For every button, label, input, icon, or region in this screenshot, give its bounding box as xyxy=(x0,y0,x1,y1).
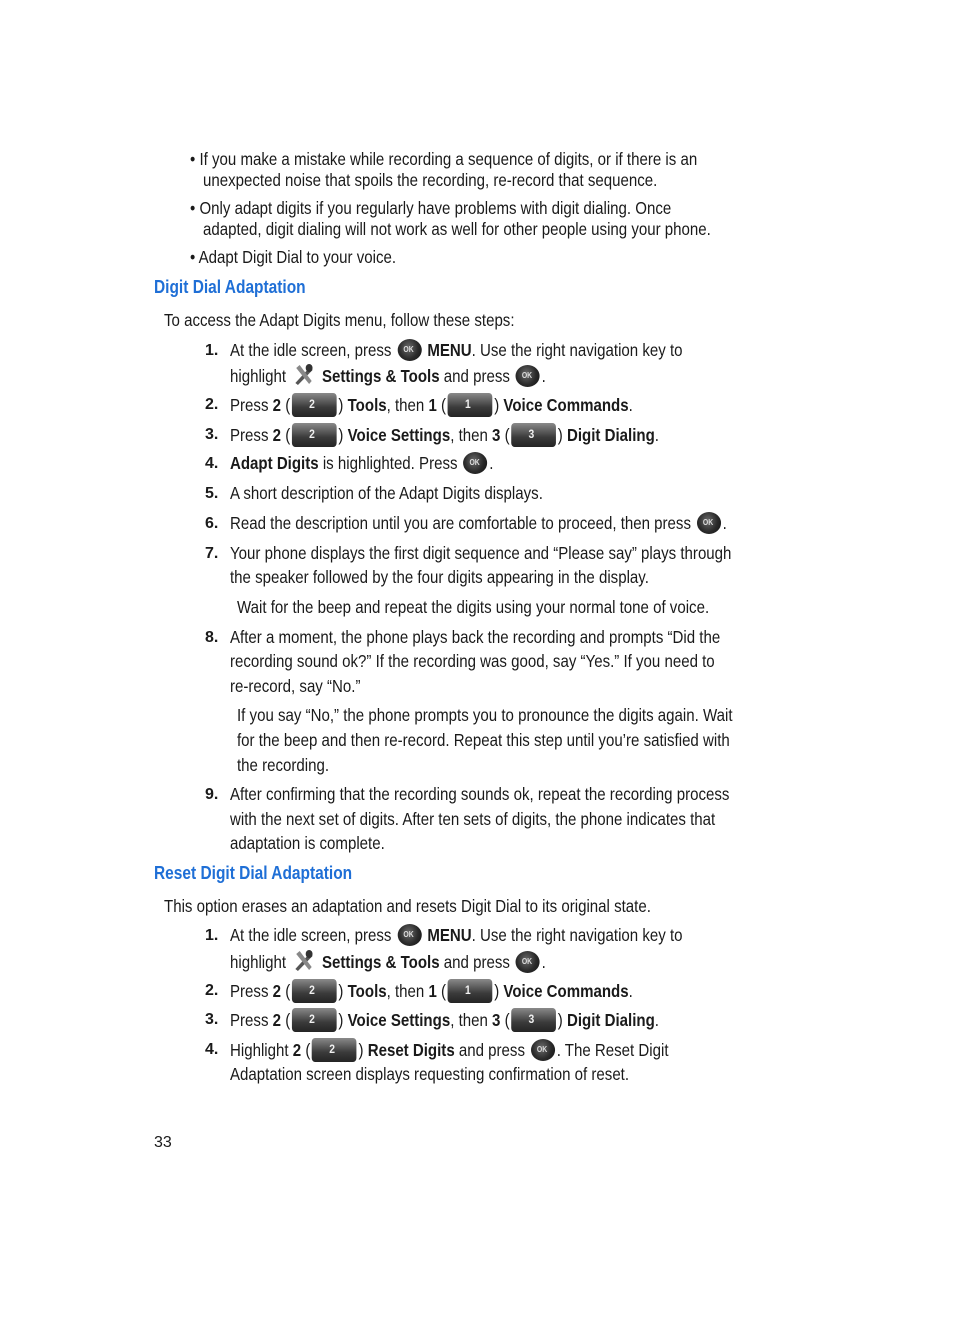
step-text: . xyxy=(722,513,727,533)
step-7-line-1: Your phone displays the first digit sequence and “Please say” plays through xyxy=(230,543,732,563)
step-text: ( xyxy=(305,1040,311,1060)
step-number: 8. xyxy=(205,629,219,646)
reset-digits-label: Reset Digits xyxy=(367,1040,455,1060)
step-text: is highlighted. Press xyxy=(322,453,458,473)
step-text: ) xyxy=(494,395,500,415)
step-text: . xyxy=(489,453,494,473)
key-3-icon: 3 xyxy=(511,423,556,447)
reset-step-2 xyxy=(230,979,633,1003)
step-text: ) xyxy=(338,425,344,445)
section-intro: To access the Adapt Digits menu, follow these steps: xyxy=(164,310,515,330)
step-text: . The Reset Digit xyxy=(556,1040,669,1060)
reset-step-1-line-2 xyxy=(230,949,546,973)
step-number: 6. xyxy=(205,515,219,532)
step-number: 2. xyxy=(205,982,219,999)
step-text: ) xyxy=(494,981,500,1001)
step-text: Press xyxy=(230,981,269,1001)
step-text: ( xyxy=(285,395,291,415)
key-number: 2 xyxy=(272,425,282,445)
ok-key-icon xyxy=(697,512,721,534)
page-number: 33 xyxy=(154,1134,172,1151)
step-8-note-line-1: If you say “No,” the phone prompts you to pronounce the digits again. Wait xyxy=(237,705,733,725)
step-4 xyxy=(230,452,493,474)
bullet-1-line-2: unexpected noise that spoils the recording, re-record that sequence. xyxy=(203,170,658,190)
step-text: Press xyxy=(230,1010,269,1030)
bullet-2-line-2: adapted, digit dialing will not work as well for other people using your phone. xyxy=(203,219,711,239)
step-number: 3. xyxy=(205,426,219,443)
step-text: ) xyxy=(338,1010,344,1030)
tools-label: Tools xyxy=(347,981,387,1001)
step-text: At the idle screen, press xyxy=(230,340,392,360)
step-number: 2. xyxy=(205,396,219,413)
ok-key-icon xyxy=(397,924,421,946)
step-text: ( xyxy=(504,1010,510,1030)
key-2-icon: 2 xyxy=(292,979,337,1003)
step-text: . Use the right navigation key to xyxy=(471,340,683,360)
step-number: 1. xyxy=(205,342,219,359)
section-heading-reset-digit-dial-adaptation: Reset Digit Dial Adaptation xyxy=(154,863,353,883)
step-text: ) xyxy=(338,395,344,415)
reset-step-3 xyxy=(230,1008,659,1032)
step-text: ( xyxy=(285,981,291,1001)
step-1-line-1 xyxy=(230,339,682,361)
ok-key-icon xyxy=(531,1039,555,1061)
step-number: 4. xyxy=(205,455,219,472)
step-3 xyxy=(230,423,659,447)
ok-key-icon xyxy=(397,339,421,361)
step-text: ( xyxy=(441,981,447,1001)
step-8-line-2: recording sound ok?” If the recording was good, say “Yes.” If you need to xyxy=(230,651,715,671)
reset-step-1-line-1 xyxy=(230,924,682,946)
step-text: Press xyxy=(230,425,269,445)
step-text: . xyxy=(628,395,633,415)
section-heading-digit-dial-adaptation: Digit Dial Adaptation xyxy=(154,277,306,297)
step-text: . xyxy=(541,952,546,972)
menu-label: MENU xyxy=(427,340,472,360)
voice-commands-label: Voice Commands xyxy=(503,981,629,1001)
step-text: and press xyxy=(458,1040,525,1060)
step-text: Press xyxy=(230,395,269,415)
step-number: 7. xyxy=(205,545,219,562)
step-2 xyxy=(230,393,633,417)
key-number: 1 xyxy=(428,981,437,1001)
settings-tools-icon xyxy=(293,949,315,973)
step-text: Read the description until you are comfortable to proceed, then press xyxy=(230,513,691,533)
settings-tools-label: Settings & Tools xyxy=(321,952,440,972)
step-text: ( xyxy=(285,1010,291,1030)
step-text: , then xyxy=(386,395,425,415)
key-number: 2 xyxy=(292,1040,302,1060)
step-9-line-3: adaptation is complete. xyxy=(230,833,385,853)
key-number: 2 xyxy=(272,1010,282,1030)
step-text: . xyxy=(654,425,659,445)
voice-settings-label: Voice Settings xyxy=(347,425,451,445)
step-8-note-line-2: for the beep and then re-record. Repeat this step until you’re satisfied with xyxy=(237,730,730,750)
step-7-line-2: the speaker followed by the four digits appearing in the display. xyxy=(230,567,649,587)
step-number: 3. xyxy=(205,1011,219,1028)
bullet-1-line-1: • If you make a mistake while recording a sequence of digits, or if there is an xyxy=(190,149,698,169)
key-1-icon: 1 xyxy=(448,393,493,417)
key-number: 3 xyxy=(492,425,501,445)
digit-dialing-label: Digit Dialing xyxy=(566,425,655,445)
step-text: ( xyxy=(441,395,447,415)
key-2-icon: 2 xyxy=(292,423,337,447)
ok-key-icon xyxy=(516,365,540,387)
step-text: ) xyxy=(338,981,344,1001)
step-text: At the idle screen, press xyxy=(230,925,392,945)
settings-tools-icon xyxy=(293,363,315,387)
step-9-line-1: After confirming that the recording sounds ok, repeat the recording process xyxy=(230,784,730,804)
step-7-note: Wait for the beep and repeat the digits using your normal tone of voice. xyxy=(237,597,710,617)
step-text: ( xyxy=(504,425,510,445)
step-5: A short description of the Adapt Digits displays. xyxy=(230,483,543,503)
voice-settings-label: Voice Settings xyxy=(347,1010,451,1030)
step-8-line-1: After a moment, the phone plays back the recording and prompts “Did the xyxy=(230,627,721,647)
step-6 xyxy=(230,512,727,534)
key-2-icon: 2 xyxy=(312,1038,357,1062)
key-2-icon: 2 xyxy=(292,393,337,417)
ok-key-icon xyxy=(463,452,487,474)
step-text: . xyxy=(541,366,546,386)
reset-step-4-line-1 xyxy=(230,1038,669,1062)
step-text: ( xyxy=(285,425,291,445)
digit-dialing-label: Digit Dialing xyxy=(566,1010,655,1030)
step-text: , then xyxy=(450,1010,488,1030)
key-1-icon: 1 xyxy=(448,979,493,1003)
section-intro: This option erases an adaptation and resets Digit Dial to its original state. xyxy=(164,896,651,916)
step-number: 4. xyxy=(205,1041,219,1058)
key-3-icon: 3 xyxy=(511,1008,556,1032)
step-text: highlight xyxy=(230,952,287,972)
step-text: Highlight xyxy=(230,1040,289,1060)
step-number: 5. xyxy=(205,485,219,502)
step-text: . xyxy=(654,1010,659,1030)
step-text: highlight xyxy=(230,366,287,386)
step-text: . Use the right navigation key to xyxy=(471,925,683,945)
step-text: ) xyxy=(557,425,563,445)
settings-tools-label: Settings & Tools xyxy=(321,366,440,386)
step-number: 1. xyxy=(205,927,219,944)
step-text: ) xyxy=(557,1010,563,1030)
voice-commands-label: Voice Commands xyxy=(503,395,629,415)
step-text: , then xyxy=(386,981,425,1001)
key-number: 3 xyxy=(492,1010,501,1030)
step-8-note-line-3: the recording. xyxy=(237,755,330,775)
menu-label: MENU xyxy=(427,925,472,945)
step-text: ) xyxy=(358,1040,364,1060)
step-number: 9. xyxy=(205,786,219,803)
adapt-digits-label: Adapt Digits xyxy=(230,453,319,473)
step-text: , then xyxy=(450,425,488,445)
ok-key-icon xyxy=(516,951,540,973)
key-number: 2 xyxy=(272,395,282,415)
reset-step-4-line-2: Adaptation screen displays requesting confirmation of reset. xyxy=(230,1064,630,1084)
bullet-3: • Adapt Digit Dial to your voice. xyxy=(190,247,397,267)
step-text: and press xyxy=(443,366,510,386)
step-9-line-2: with the next set of digits. After ten sets of digits, the phone indicates that xyxy=(230,809,716,829)
key-number: 2 xyxy=(272,981,282,1001)
bullet-2-line-1: • Only adapt digits if you regularly have problems with digit dialing. Once xyxy=(190,198,672,218)
step-8-line-3: re-record, say “No.” xyxy=(230,676,361,696)
step-1-line-2 xyxy=(230,363,546,387)
step-text: and press xyxy=(443,952,510,972)
key-number: 1 xyxy=(428,395,437,415)
tools-label: Tools xyxy=(347,395,387,415)
step-text: . xyxy=(628,981,633,1001)
key-2-icon: 2 xyxy=(292,1008,337,1032)
